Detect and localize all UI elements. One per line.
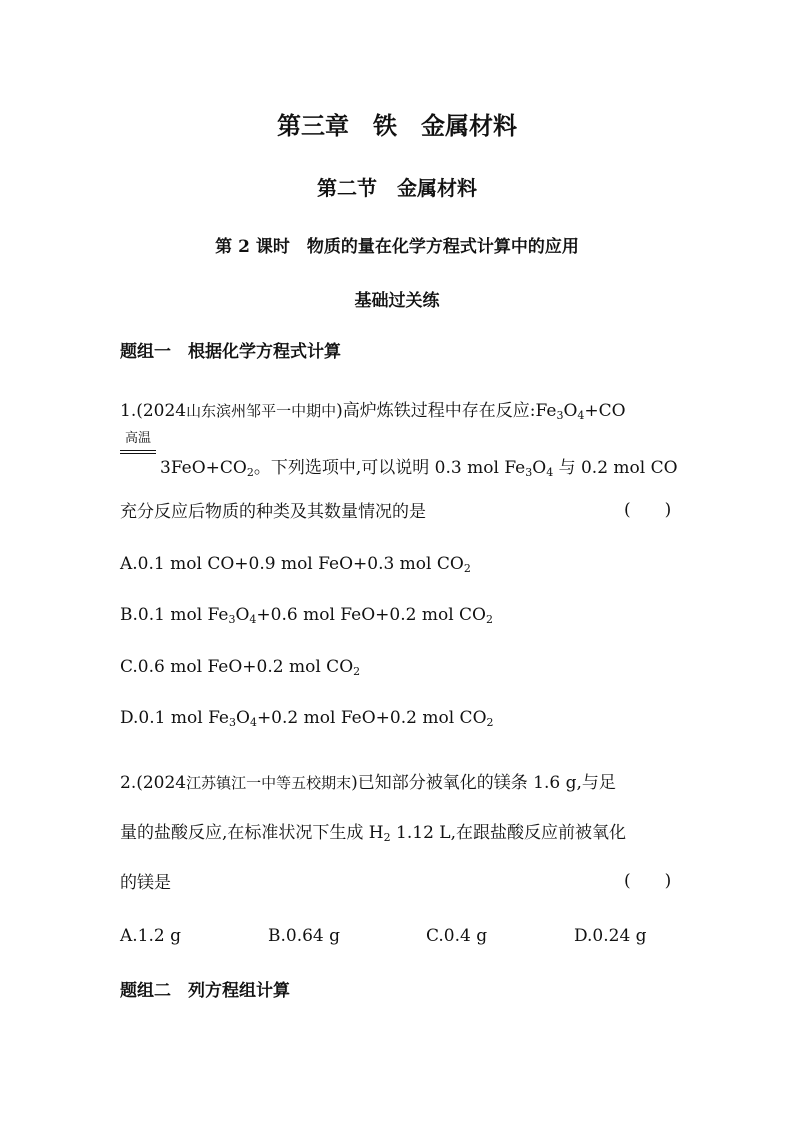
- q2-line2: [120, 818, 626, 843]
- q1-option-a[interactable]: [120, 554, 471, 574]
- q1-source-close: ): [336, 401, 343, 421]
- q1-option-d[interactable]: [120, 708, 494, 728]
- q1-option-c[interactable]: [120, 657, 360, 677]
- q2-answer-paren[interactable]: ( ): [624, 871, 672, 891]
- q1-line2-b: 。下列选项中,可以说明 0.3 mol Fe: [253, 458, 526, 478]
- q2-option-b[interactable]: B.0.64 g: [268, 926, 341, 946]
- q1-option-a-text: A.0.1 mol CO+0.9 mol FeO+0.3 mol CO: [120, 554, 464, 574]
- q1-line3: 充分反应后物质的种类及其数量情况的是: [120, 502, 426, 522]
- q1-text-co: +CO: [584, 401, 626, 421]
- q1-text-o: O: [563, 401, 578, 421]
- q1-answer-paren[interactable]: ( ): [624, 500, 672, 520]
- equals-line-bottom: [120, 453, 156, 454]
- q1-line2: [160, 453, 678, 478]
- q1-option-b-text-a: B.0.1 mol Fe: [120, 605, 229, 625]
- q2-option-d[interactable]: D.0.24 g: [574, 926, 647, 946]
- group1-title: 题组一 根据化学方程式计算: [120, 342, 341, 362]
- q1-option-d-text-b: +0.2 mol FeO+0.2 mol CO: [256, 708, 487, 728]
- q1-sub-4: 4: [577, 409, 585, 422]
- q2-number: 2.(2024: [120, 773, 187, 793]
- q2-source: 江苏镇江一中等五校期末: [186, 774, 352, 792]
- q2-line2-a: 量的盐酸反应,在标准状况下生成 H: [120, 823, 384, 843]
- q2-line3: 的镁是: [120, 873, 171, 893]
- q1-option-a-sub: 2: [463, 562, 471, 575]
- chapter-title: 第三章 铁 金属材料: [277, 111, 517, 140]
- q1-line2-c: 与 0.2 mol CO: [553, 458, 678, 478]
- q1-line2-sub3: 3: [525, 466, 533, 479]
- q1-option-d-sub3: 3: [229, 716, 236, 729]
- exercise-title: 基础过关练: [354, 291, 440, 311]
- q1-option-c-text: C.0.6 mol FeO+0.2 mol CO: [120, 657, 354, 677]
- q2-text-a: 已知部分被氧化的镁条 1.6 g,与足: [357, 773, 616, 793]
- q2-source-close: ): [351, 773, 358, 793]
- q1-source: 山东滨州邹平一中期中: [186, 402, 337, 420]
- q1-line2-a: 3FeO+CO: [160, 458, 247, 478]
- q1-line2-sub4: 4: [546, 466, 554, 479]
- group2-title: 题组二 列方程组计算: [120, 981, 290, 1001]
- q1-option-b-sub4: 4: [249, 613, 257, 626]
- q1-line2-o: O: [532, 458, 547, 478]
- q1-option-d-sub2: 2: [486, 716, 494, 729]
- q2-option-a[interactable]: A.1.2 g: [120, 926, 182, 946]
- q2-line2-b: 1.12 L,在跟盐酸反应前被氧化: [390, 823, 626, 843]
- q1-reaction-condition: [120, 431, 156, 454]
- q1-option-d-o: O: [236, 708, 250, 728]
- q1-line2-sub2: 2: [246, 466, 254, 479]
- q1-line1: [120, 396, 626, 421]
- q1-option-b-sub3: 3: [228, 613, 236, 626]
- q1-option-d-sub4: 4: [249, 716, 257, 729]
- section-title: 第二节 金属材料: [317, 176, 477, 200]
- q1-option-b-o: O: [235, 605, 250, 625]
- q2-line1: [120, 768, 616, 793]
- q1-number: 1.(2024: [120, 401, 187, 421]
- q2-option-c[interactable]: C.0.4 g: [426, 926, 488, 946]
- q1-option-b[interactable]: [120, 605, 493, 625]
- q1-option-b-sub2: 2: [485, 613, 493, 626]
- q2-line2-sub: 2: [383, 831, 391, 844]
- q1-condition-text: 高温: [124, 431, 151, 446]
- q1-sub-3: 3: [556, 409, 564, 422]
- lesson-title: 第 2 课时 物质的量在化学方程式计算中的应用: [215, 237, 579, 257]
- q1-text-a: 高炉炼铁过程中存在反应:Fe: [342, 401, 557, 421]
- q1-option-c-sub: 2: [353, 665, 361, 678]
- q1-option-b-text-b: +0.6 mol FeO+0.2 mol CO: [256, 605, 486, 625]
- q1-option-d-text-a: D.0.1 mol Fe: [120, 708, 229, 728]
- equals-line-top: [120, 450, 156, 451]
